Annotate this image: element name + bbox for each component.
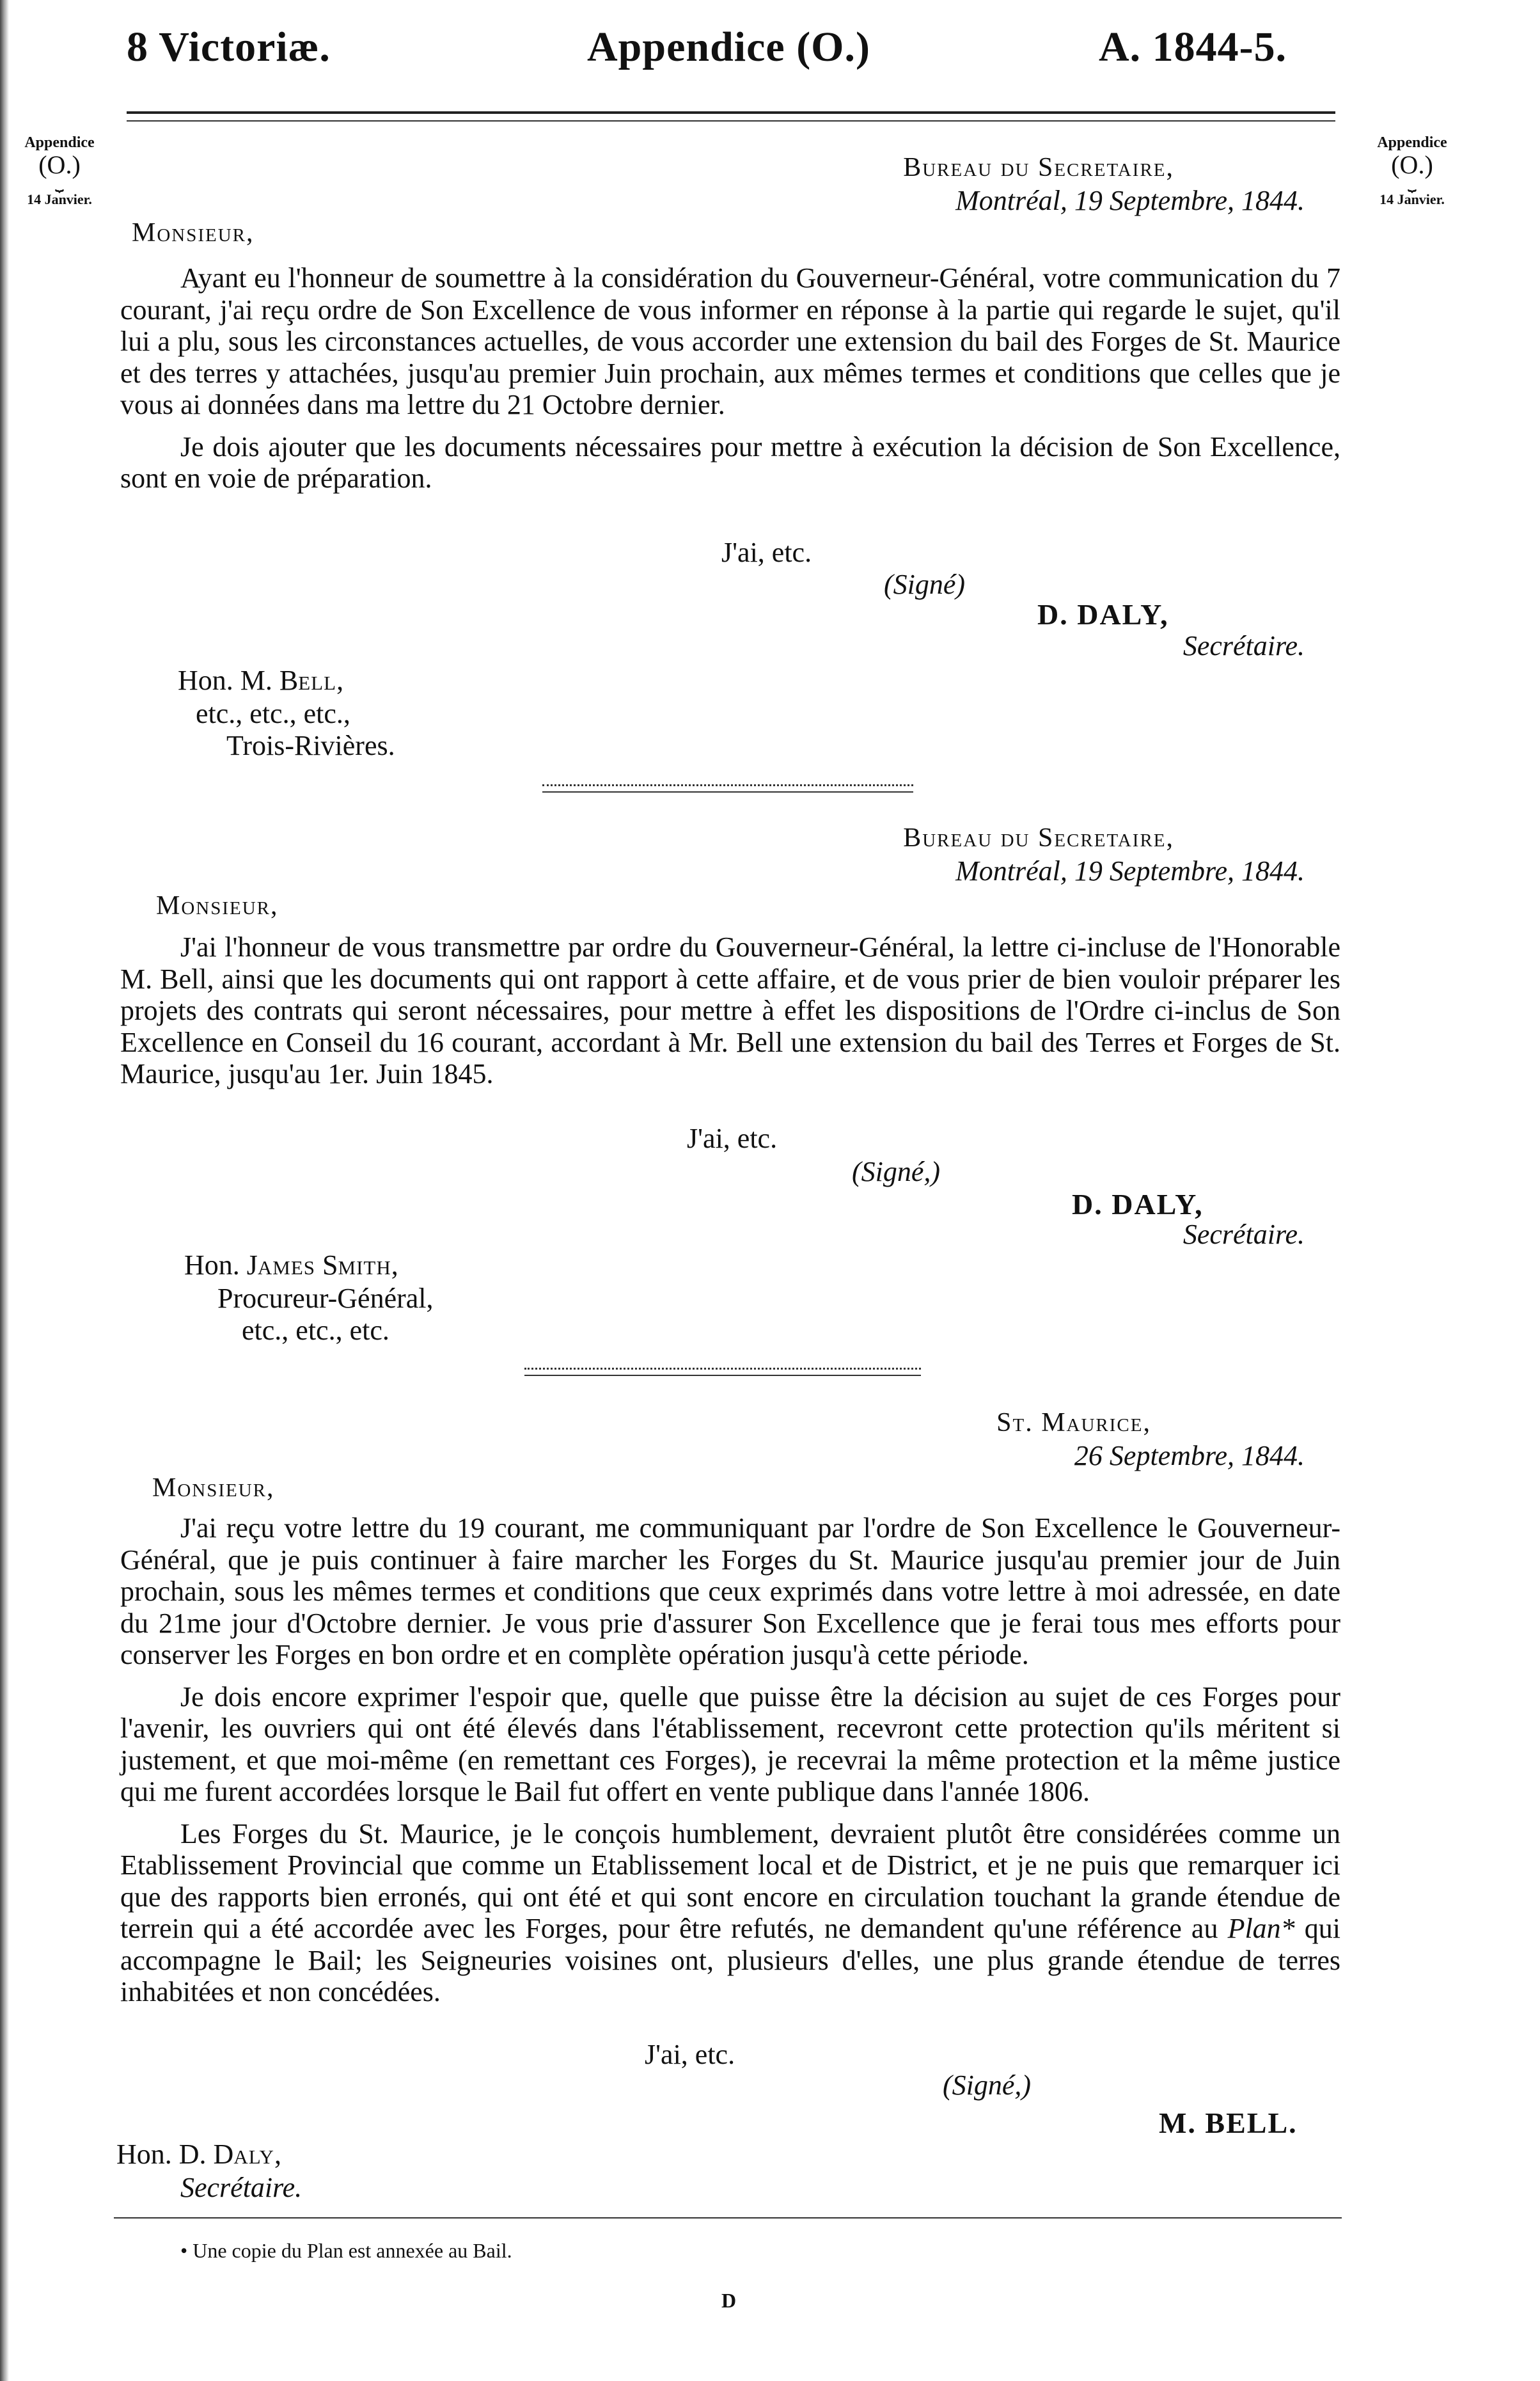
letter1-paragraph-2: Je dois ajouter que les documents nécessaires pour mettre à exécution la décision de Son Excellence, sont en voie de préparation. [120, 431, 1340, 494]
letter3-paragraph-3 [120, 1818, 1340, 2008]
brace-icon: ⏟ [55, 175, 64, 192]
letter3-body [120, 1512, 1340, 2008]
scan-edge [0, 0, 9, 2381]
letter3-addressee-name: Hon. D. Daly, [116, 2139, 281, 2170]
letter1-addressee-line2: etc., etc., etc., [196, 698, 350, 729]
plan-reference: Plan* [1227, 1913, 1295, 1944]
letter1-office: Bureau du Secretaire, [903, 153, 1174, 182]
footnote-rule [114, 2217, 1342, 2219]
letter1-place-date: Montréal, 19 Septembre, 1844. [955, 185, 1305, 216]
letter3-signature: M. BELL. [1159, 2107, 1298, 2139]
letter1-closing: J'ai, etc. [721, 537, 812, 568]
footnote: • Une copie du Plan est annexée au Bail. [180, 2239, 512, 2262]
letter1-body [120, 262, 1340, 494]
letter2-place-date: Montréal, 19 Septembre, 1844. [955, 855, 1305, 887]
letter3-date: 26 Septembre, 1844. [1074, 1440, 1305, 1471]
header-rule-bottom [127, 120, 1335, 122]
letter1-addressee-name: Hon. M. Bell, [178, 665, 344, 696]
letter1-salutation: Monsieur, [132, 218, 255, 248]
letter2-signed: (Signé,) [852, 1156, 941, 1187]
separator-2 [524, 1368, 921, 1376]
margin-note-right [1355, 134, 1470, 207]
header-center: Appendice (O.) [587, 24, 870, 70]
letter1-paragraph-1: Ayant eu l'honneur de soumettre à la considération du Gouverneur-Général, votre communication du 7 courant, j'ai reçu ordre de Son Excellence de vous informer en réponse à la partie qui regarde le sujet, qu'il lui a plu, sous les circonstances actuelles, de vous accorder une extension du bail des Forges de St. Maurice et des terres y attachées, jusqu'au premier Juin prochain, aux mêmes termes et conditions que celles que je vous ai données dans ma lettre du 21 Octobre dernier. [120, 262, 1340, 420]
header-right: A. 1844-5. [1099, 24, 1287, 70]
letter3-paragraph-3-end: qui accompagne le Bail; les Seigneuries voisines ont, plusieurs d'elles, une plus grande étendue de terres inhabitées et non concédées. [120, 1913, 1340, 2007]
letter3-paragraph-2: Je dois encore exprimer l'espoir que, quelle que puisse être la décision au sujet de ces Forges pour l'avenir, les ouvriers qui ont été élevés dans l'établissement, recevront cette protection qu'ils méritent si justement, et que moi-même (en remettant ces Forges), je recevrai la même protection et la même justice qui me furent accordées lorsque le Bail fut offert en vente publique dans l'année 1806. [120, 1681, 1340, 1807]
letter2-addressee-line3: etc., etc., etc. [242, 1315, 389, 1346]
letter2-addressee-line2: Procureur-Général, [217, 1283, 434, 1314]
letter1-signature: D. DALY, [1037, 598, 1169, 631]
letter2-paragraph-1: J'ai l'honneur de vous transmettre par ordre du Gouverneur-Général, la lettre ci-incluse de l'Honorable M. Bell, ainsi que les documents qui ont rapport à cette affaire, et de vous prier de bien vouloir préparer les projets des contrats qui seront nécessaires, pour mettre à effet les dispositions de l'Ordre ci-inclus de Son Excellence en Conseil du 16 courant, accordant à Mr. Bell une extension du bail des Terres et Forges de St. Maurice, jusqu'au 1er. Juin 1845. [120, 931, 1340, 1089]
letter2-office: Bureau du Secretaire, [903, 823, 1174, 853]
letter2-body [120, 931, 1340, 1090]
margin-note-letter: (O.) [38, 150, 81, 180]
letter2-addressee-name: Hon. James Smith, [184, 1249, 398, 1281]
brace-icon: ⏟ [1408, 175, 1417, 192]
letter1-addressee-line3: Trois-Rivières. [226, 730, 395, 761]
letter3-paragraph-1: J'ai reçu votre lettre du 19 courant, me communiquant par l'ordre de Son Excellence le Gouverneur-Général, que je puis continuer à faire marcher les Forges du St. Maurice jusqu'au premier jour de Juin prochain, sous les mêmes termes et conditions que ceux exprimés dans votre lettre à moi adressée, en date du 21me jour d'Octobre dernier. Je vous prie d'assurer Son Excellence que je ferai tous mes efforts pour conserver les Forges en bon ordre et en complète opération jusqu'à cette période. [120, 1512, 1340, 1670]
margin-note-label: Appendice [24, 134, 95, 151]
margin-note-letter: (O.) [1391, 150, 1433, 180]
letter3-place: St. Maurice, [996, 1408, 1151, 1437]
letter3-salutation: Monsieur, [152, 1473, 275, 1503]
letter2-salutation: Monsieur, [156, 891, 279, 921]
letter2-signature: D. DALY, [1072, 1188, 1204, 1221]
header-left: 8 Victoriæ. [127, 24, 331, 70]
letter2-closing: J'ai, etc. [687, 1123, 778, 1154]
letter3-signed: (Signé,) [943, 2069, 1032, 2101]
letter3-closing: J'ai, etc. [645, 2039, 735, 2070]
letter1-signed: (Signé) [884, 569, 966, 600]
margin-note-date: 14 Janvier. [1379, 191, 1445, 207]
letter3-paragraph-3-start: Les Forges du St. Maurice, je le conçois humblement, devraient plutôt être considérées comme un Etablissement Provincial que comme un Etablissement local et de District, et je ne puis que remarquer ici que des rapports bien erronés, qui ont été et qui sont encore en circulation touchant la grande étendue de terrein qui a été accordée avec les Forges, pour être refutés, ne demandent qu'une référence au [120, 1817, 1340, 1944]
margin-note-left [5, 134, 114, 207]
letter1-title: Secrétaire. [1182, 630, 1305, 661]
margin-note-label: Appendice [1377, 134, 1447, 151]
separator-1 [542, 784, 913, 793]
header-rule-top [127, 111, 1335, 114]
letter3-addressee-title: Secrétaire. [180, 2172, 302, 2203]
letter2-title: Secrétaire. [1182, 1219, 1305, 1250]
margin-note-date: 14 Janvier. [27, 191, 92, 207]
signature-mark: D [721, 2289, 737, 2312]
